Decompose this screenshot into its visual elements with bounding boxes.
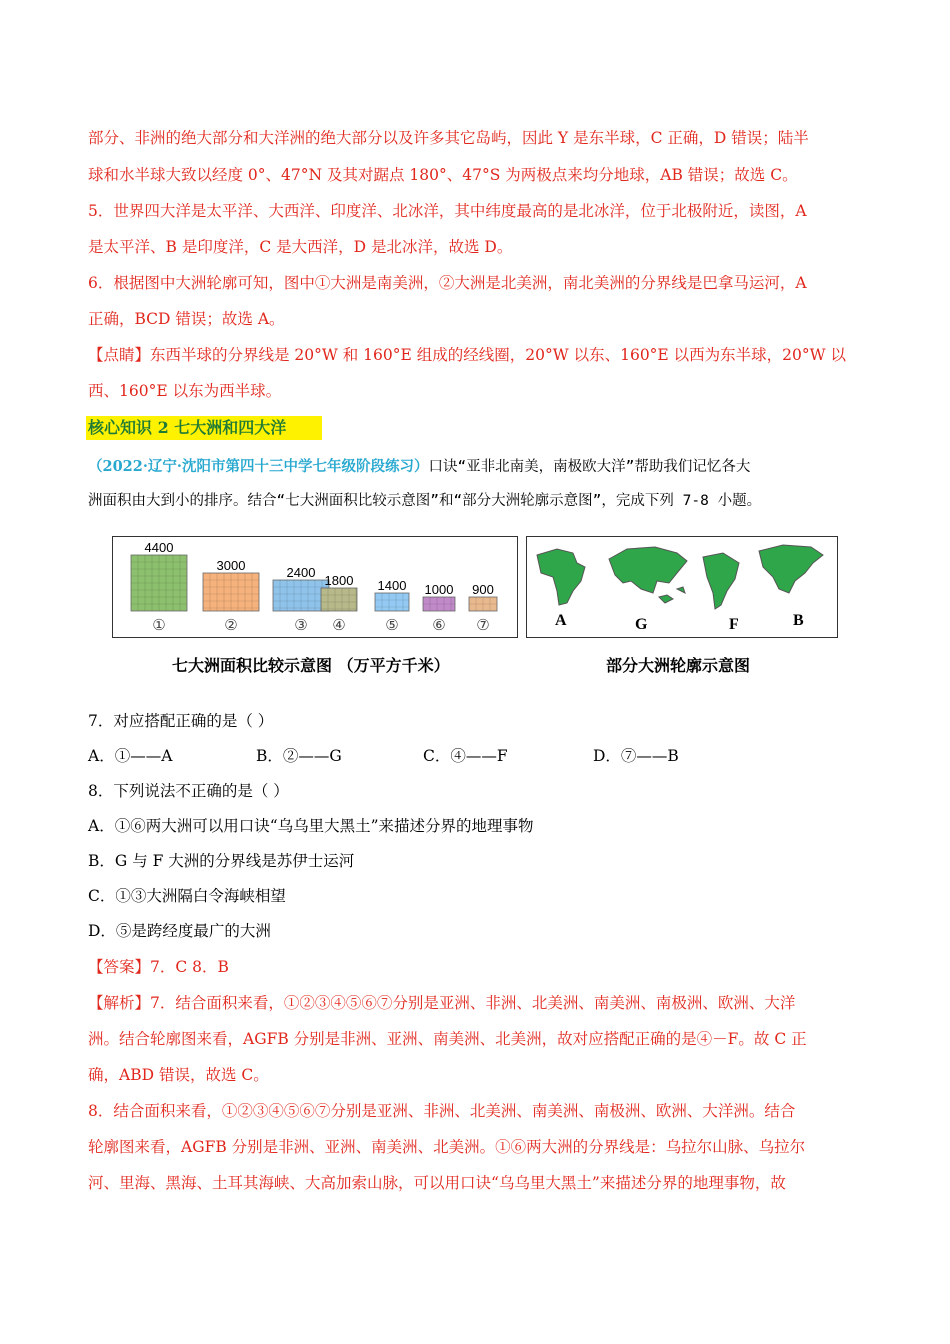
area-bar xyxy=(423,597,455,611)
map-label-b: B xyxy=(793,612,804,629)
area-bar-rect xyxy=(321,588,357,611)
q8-option-d[interactable]: D．⑤是跨经度最广的大洲 xyxy=(88,922,271,940)
area-category-label: ④ xyxy=(332,616,346,634)
asia-outline xyxy=(609,547,687,593)
intro-line: 部分、非洲的绝大部分和大洋洲的绝大部分以及许多其它岛屿，因此 Y 是东半球，C 正确，D 错误；陆半 xyxy=(88,129,809,147)
q8-option-c[interactable]: C．①③大洲隔白令海峡相望 xyxy=(88,887,286,905)
area-value-label: 900 xyxy=(472,582,494,597)
area-category-label: ⑤ xyxy=(385,616,399,634)
q7-stem: 7．对应搭配正确的是（ ） xyxy=(88,712,274,730)
area-category-label: ⑥ xyxy=(432,616,446,634)
area-bar-rect xyxy=(375,593,409,611)
area-value-label: 3000 xyxy=(216,558,246,573)
area-category-label: ② xyxy=(224,616,238,634)
area-bar xyxy=(203,573,259,611)
analysis-line: 【解析】7．结合面积来看，①②③④⑤⑥⑦分别是亚洲、非洲、北美洲、南美洲、南极洲、欧洲、大洋 xyxy=(88,994,796,1012)
map-label-g: G xyxy=(635,616,648,633)
south-america-outline xyxy=(703,553,739,609)
area-value-label: 1000 xyxy=(424,582,454,597)
africa-outline xyxy=(537,549,585,605)
q8-option-a[interactable]: A．①⑥两大洲可以用口诀“乌乌里大黑土”来描述分界的地理事物 xyxy=(88,817,534,835)
intro-line: 6．根据图中大洲轮廓可知，图中①大洲是南美洲，②大洲是北美洲，南北美洲的分界线是巴拿马运河，A xyxy=(88,274,807,292)
analysis-line: 确，ABD 错误，故选 C。 xyxy=(88,1066,269,1084)
map-caption: 部分大洲轮廓示意图 xyxy=(606,656,751,675)
area-bar xyxy=(321,588,357,611)
intro-line: 西、160°E 以东为西半球。 xyxy=(88,382,282,400)
q8-stem: 8．下列说法不正确的是（ ） xyxy=(88,782,289,800)
area-category-label: ③ xyxy=(294,616,308,634)
area-value-label: 2400 xyxy=(286,565,316,580)
analysis-line: 洲。结合轮廓图来看，AGFB 分别是非洲、亚洲、南美洲、北美洲，故对应搭配正确的是④－F。故 C 正 xyxy=(88,1030,807,1048)
intro-line: 【点睛】东西半球的分界线是 20°W 和 160°E 组成的经线圈，20°W 以东、160°E 以西为东半球，20°W 以 xyxy=(88,346,847,364)
north-america-outline xyxy=(759,545,823,593)
analysis-line: 轮廓图来看，AGFB 分别是非洲、亚洲、南美洲、北美洲。①⑥两大洲的分界线是：乌拉尔山脉、乌拉尔 xyxy=(88,1138,806,1156)
area-value-label: 1800 xyxy=(324,573,354,588)
q7-option-d[interactable]: D．⑦——B xyxy=(593,747,679,765)
area-category-label: ① xyxy=(152,616,166,634)
q7-option-c[interactable]: C．④——F xyxy=(423,747,508,765)
area-chart xyxy=(113,537,517,637)
area-bar xyxy=(375,593,409,611)
area-chart-box xyxy=(112,536,518,638)
analysis-line: 8．结合面积来看，①②③④⑤⑥⑦分别是亚洲、非洲、北美洲、南美洲、南极洲、欧洲、大洋洲。结合 xyxy=(88,1102,796,1120)
continent-map xyxy=(527,537,837,637)
area-bar xyxy=(469,597,497,611)
intro-line: 球和水半球大致以经度 0°、47°N 及其对踞点 180°、47°S 为两极点来均分地球，AB 错误；故选 C。 xyxy=(88,166,798,184)
q7-option-a[interactable]: A．①——A xyxy=(88,747,173,765)
map-label-a: A xyxy=(555,612,567,629)
area-value-label: 4400 xyxy=(144,540,174,555)
intro-text-1: 口诀“亚非北南美，南极欧大洋”帮助我们记忆各大 xyxy=(428,459,751,475)
area-category-label: ⑦ xyxy=(476,616,490,634)
asia-islands xyxy=(659,587,685,603)
q7-options xyxy=(88,746,848,766)
intro-text-2: 洲面积由大到小的排序。结合“七大洲面积比较示意图”和“部分大洲轮廓示意图”，完成下列 7-8 小题。 xyxy=(88,493,762,509)
analysis-line: 河、里海、黑海、土耳其海峡、大高加索山脉，可以用口诀“乌乌里大黑土”来描述分界的地理事物，故 xyxy=(88,1174,786,1192)
map-label-f: F xyxy=(729,616,739,633)
section-heading: 核心知识 2 七大洲和四大洋 xyxy=(88,418,287,437)
chart-caption: 七大洲面积比较示意图 （万平方千米） xyxy=(172,656,450,675)
area-bar xyxy=(131,555,187,611)
intro-line: 正确，BCD 错误；故选 A。 xyxy=(88,310,285,328)
continent-map-box xyxy=(526,536,838,638)
q8-option-b[interactable]: B．G 与 F 大洲的分界线是苏伊士运河 xyxy=(88,852,355,870)
answer-line: 【答案】7．C 8．B xyxy=(88,958,229,976)
intro-line: 5．世界四大洋是太平洋、大西洋、印度洋、北冰洋，其中纬度最高的是北冰洋，位于北极附近，读图，A xyxy=(88,202,807,220)
intro-line: 是太平洋、B 是印度洋，C 是大西洋，D 是北冰洋，故选 D。 xyxy=(88,238,513,256)
source-tag: （2022·辽宁·沈阳市第四十三中学七年级阶段练习） xyxy=(88,458,429,475)
question-intro xyxy=(88,456,750,477)
area-value-label: 1400 xyxy=(377,578,407,593)
q7-option-b[interactable]: B．②——G xyxy=(256,747,342,765)
